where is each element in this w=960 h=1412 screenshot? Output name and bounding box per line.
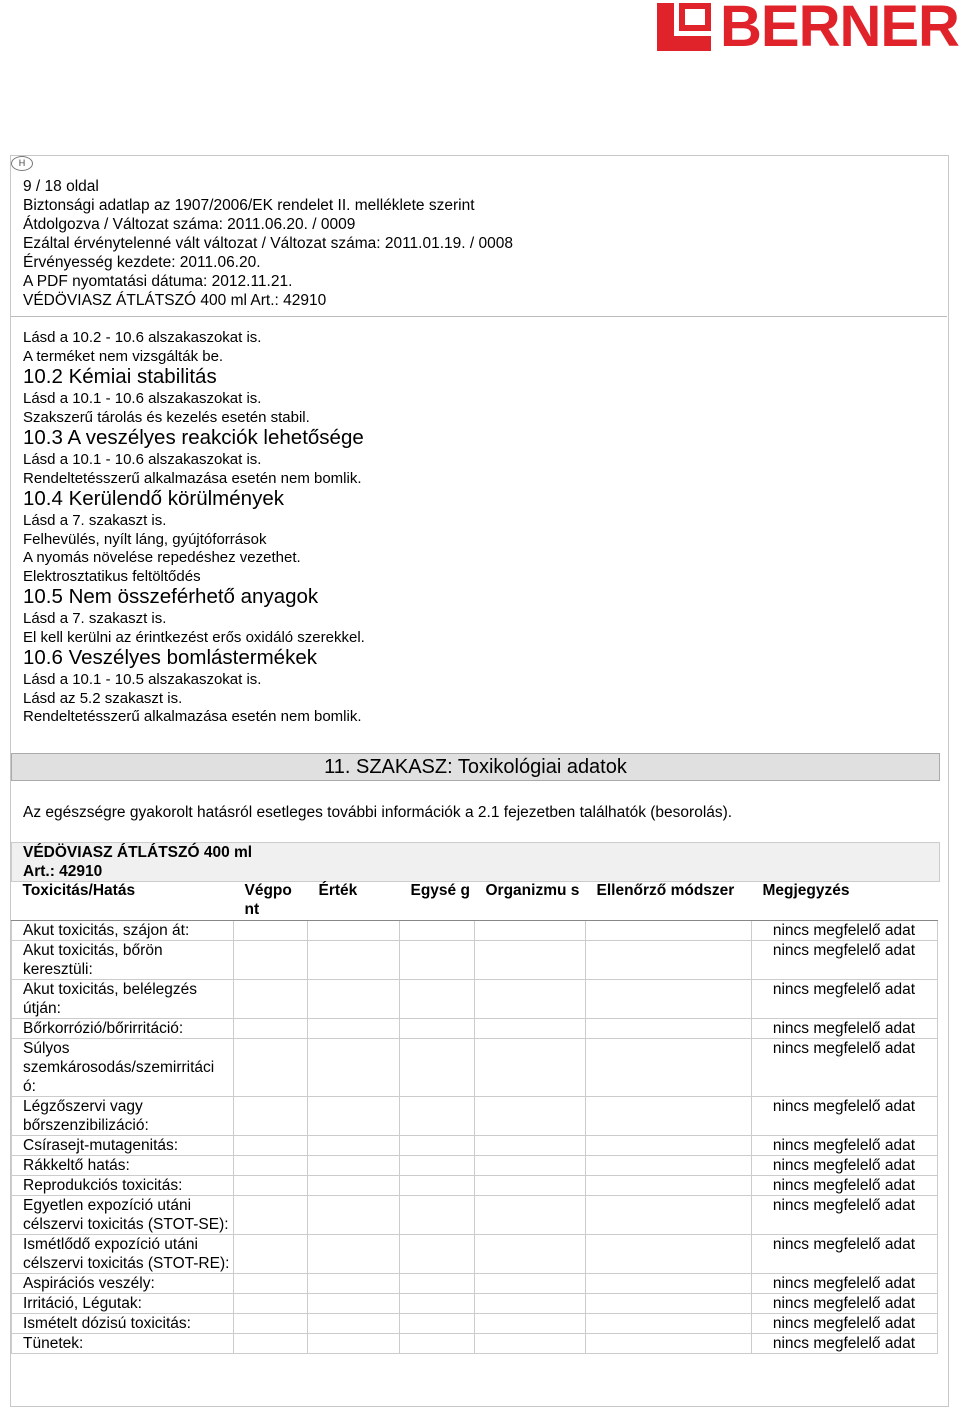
empty-cell	[586, 1334, 752, 1354]
empty-cell	[234, 1156, 308, 1176]
empty-cell	[234, 1196, 308, 1235]
empty-cell	[475, 1334, 586, 1354]
note-cell: nincs megfelelő adat	[752, 1156, 938, 1176]
text-line: Lásd a 7. szakaszt is.	[23, 610, 167, 627]
col-value-header: Érték	[308, 879, 400, 921]
empty-cell	[308, 1334, 400, 1354]
empty-cell	[586, 1176, 752, 1196]
section-11-title: 11. SZAKASZ: Toxikológiai adatok	[324, 756, 627, 778]
note-cell: nincs megfelelő adat	[752, 1019, 938, 1039]
note-cell: nincs megfelelő adat	[752, 1294, 938, 1314]
text-line: Lásd az 5.2 szakaszt is.	[23, 689, 183, 707]
text-line: Lásd a 10.1 - 10.6 alszakaszokat is.	[23, 451, 262, 468]
empty-cell	[586, 1136, 752, 1156]
empty-cell	[308, 1196, 400, 1235]
empty-cell	[475, 1097, 586, 1136]
empty-cell	[234, 980, 308, 1019]
header-line: Biztonsági adatlap az 1907/2006/EK rendelet II. melléklete szerint	[23, 197, 475, 214]
empty-cell	[586, 1294, 752, 1314]
language-badge: H	[11, 156, 33, 171]
empty-cell	[308, 1176, 400, 1196]
empty-cell	[308, 980, 400, 1019]
effect-cell: Ismételt dózisú toxicitás:	[12, 1314, 234, 1334]
table-row	[12, 1136, 938, 1156]
effect-cell: Légzőszervi vagy bőrszenzibilizáció:	[12, 1097, 234, 1136]
empty-cell	[308, 1097, 400, 1136]
empty-cell	[234, 1294, 308, 1314]
empty-cell	[400, 1235, 475, 1274]
header-line: Ezáltal érvénytelenné vált változat / Változat száma: 2011.01.19. / 0008	[23, 235, 513, 252]
text-line: Szakszerű tárolás és kezelés esetén stabil.	[23, 408, 310, 426]
col-organism-header: Organizmu s	[475, 879, 586, 921]
text-line: Elektrosztatikus feltöltődés	[23, 567, 201, 585]
empty-cell	[475, 921, 586, 941]
empty-cell	[400, 1314, 475, 1334]
logo-text: BERNER	[720, 0, 959, 59]
empty-cell	[586, 1039, 752, 1097]
empty-cell	[475, 1314, 586, 1334]
section-11-bar	[11, 753, 940, 781]
empty-cell	[475, 1196, 586, 1235]
empty-cell	[400, 1039, 475, 1097]
empty-cell	[308, 1039, 400, 1097]
note-cell: nincs megfelelő adat	[752, 941, 938, 980]
product-art-line: Art.: 42910	[23, 863, 103, 880]
header-line: A PDF nyomtatási dátuma: 2012.11.21.	[23, 273, 293, 290]
empty-cell	[400, 1136, 475, 1156]
text-line: Lásd a 10.1 - 10.5 alszakaszokat is.	[23, 671, 262, 688]
empty-cell	[400, 921, 475, 941]
empty-cell	[308, 921, 400, 941]
empty-cell	[475, 1294, 586, 1314]
effect-cell: Egyetlen expozíció utáni célszervi toxicitás (STOT-SE):	[12, 1196, 234, 1235]
note-cell: nincs megfelelő adat	[752, 921, 938, 941]
note-cell: nincs megfelelő adat	[752, 1039, 938, 1097]
table-row	[12, 941, 938, 980]
note-cell: nincs megfelelő adat	[752, 1176, 938, 1196]
empty-cell	[234, 1314, 308, 1334]
empty-cell	[586, 1274, 752, 1294]
note-cell: nincs megfelelő adat	[752, 1136, 938, 1156]
empty-cell	[234, 1039, 308, 1097]
section-11-info: Az egészségre gyakorolt hatásról esetleges további információk a 2.1 fejezetben találhatók (besorolás).	[23, 804, 733, 821]
empty-cell	[586, 1019, 752, 1039]
effect-cell: Bőrkorrózió/bőrirritáció:	[12, 1019, 234, 1039]
effect-cell: Aspirációs veszély:	[12, 1274, 234, 1294]
empty-cell	[400, 980, 475, 1019]
empty-cell	[308, 1294, 400, 1314]
note-cell: nincs megfelelő adat	[752, 980, 938, 1019]
empty-cell	[234, 1136, 308, 1156]
empty-cell	[586, 1235, 752, 1274]
empty-cell	[475, 1136, 586, 1156]
empty-cell	[586, 1097, 752, 1136]
berner-logo	[655, 0, 960, 59]
empty-cell	[234, 1274, 308, 1294]
empty-cell	[234, 1235, 308, 1274]
col-endpoint-header: Végpo nt	[234, 879, 308, 921]
effect-cell: Tünetek:	[12, 1334, 234, 1354]
text-line: Felhevülés, nyílt láng, gyújtóforrások	[23, 530, 267, 548]
toxicology-table	[11, 879, 938, 1354]
subsection-heading: 10.5 Nem összeférhető anyagok	[23, 585, 319, 608]
subsection-heading: 10.3 A veszélyes reakciók lehetősége	[23, 426, 364, 449]
note-cell: nincs megfelelő adat	[752, 1274, 938, 1294]
empty-cell	[308, 941, 400, 980]
empty-cell	[308, 1019, 400, 1039]
table-row	[12, 1019, 938, 1039]
empty-cell	[475, 1019, 586, 1039]
text-line: Rendeltetésszerű alkalmazása esetén nem bomlik.	[23, 708, 362, 725]
empty-cell	[400, 1176, 475, 1196]
note-cell: nincs megfelelő adat	[752, 1334, 938, 1354]
empty-cell	[475, 1274, 586, 1294]
empty-cell	[400, 1294, 475, 1314]
table-row	[12, 1176, 938, 1196]
empty-cell	[308, 1274, 400, 1294]
product-name-line: VÉDÖVIASZ ÁTLÁTSZÓ 400 ml	[23, 844, 253, 861]
subsection-heading: 10.6 Veszélyes bomlástermékek	[23, 646, 317, 669]
table-row	[12, 1334, 938, 1354]
empty-cell	[475, 1176, 586, 1196]
effect-cell: Csírasejt-mutagenitás:	[12, 1136, 234, 1156]
empty-cell	[400, 1156, 475, 1176]
empty-cell	[475, 941, 586, 980]
table-row	[12, 1097, 938, 1136]
empty-cell	[586, 980, 752, 1019]
empty-cell	[586, 1314, 752, 1334]
effect-cell: Akut toxicitás, belélegzés útján:	[12, 980, 234, 1019]
empty-cell	[586, 1196, 752, 1235]
empty-cell	[308, 1235, 400, 1274]
text-line: A terméket nem vizsgálták be.	[23, 347, 224, 365]
text-line: A nyomás növelése repedéshez vezethet.	[23, 549, 301, 566]
effect-cell: Irritáció, Légutak:	[12, 1294, 234, 1314]
empty-cell	[400, 1019, 475, 1039]
empty-cell	[234, 1019, 308, 1039]
header-line: Átdolgozva / Változat száma: 2011.06.20. / 0009	[23, 216, 356, 233]
empty-cell	[234, 1334, 308, 1354]
subsection-heading: 10.4 Kerülendő körülmények	[23, 487, 284, 510]
table-row	[12, 1039, 938, 1097]
effect-cell: Akut toxicitás, szájon át:	[12, 921, 234, 941]
note-cell: nincs megfelelő adat	[752, 1097, 938, 1136]
text-line: El kell kerülni az érintkezést erős oxidáló szerekkel.	[23, 628, 365, 646]
table-row	[12, 1235, 938, 1274]
header-line: VÉDÖVIASZ ÁTLÁTSZÓ 400 ml Art.: 42910	[23, 292, 327, 309]
empty-cell	[586, 941, 752, 980]
effect-cell: Ismétlődő expozíció utáni célszervi toxicitás (STOT-RE):	[12, 1235, 234, 1274]
text-line: Lásd a 10.2 - 10.6 alszakaszokat is.	[23, 329, 262, 346]
empty-cell	[308, 1314, 400, 1334]
table-row	[12, 1274, 938, 1294]
section-10-content	[23, 329, 923, 727]
document-header	[23, 177, 513, 310]
header-divider	[11, 316, 947, 317]
table-row	[12, 1294, 938, 1314]
text-line: Rendeltetésszerű alkalmazása esetén nem bomlik.	[23, 469, 362, 487]
empty-cell	[400, 1274, 475, 1294]
empty-cell	[234, 941, 308, 980]
table-row	[12, 980, 938, 1019]
empty-cell	[475, 1039, 586, 1097]
col-note-header: Megjegyzés	[752, 879, 938, 921]
empty-cell	[400, 941, 475, 980]
table-row	[12, 921, 938, 941]
note-cell: nincs megfelelő adat	[752, 1196, 938, 1235]
empty-cell	[234, 1176, 308, 1196]
col-unit-header: Egysé g	[400, 879, 475, 921]
berner-logo-mark-icon	[657, 3, 713, 51]
text-line: Lásd a 10.1 - 10.6 alszakaszokat is.	[23, 390, 262, 407]
empty-cell	[308, 1156, 400, 1176]
effect-cell: Akut toxicitás, bőrön keresztüli:	[12, 941, 234, 980]
effect-cell: Súlyos szemkárosodás/szemirritáci ó:	[12, 1039, 234, 1097]
empty-cell	[475, 1156, 586, 1176]
empty-cell	[400, 1097, 475, 1136]
header-line: Érvényesség kezdete: 2011.06.20.	[23, 254, 261, 271]
effect-cell: Rákkeltő hatás:	[12, 1156, 234, 1176]
empty-cell	[475, 980, 586, 1019]
note-cell: nincs megfelelő adat	[752, 1235, 938, 1274]
col-method-header: Ellenőrző módszer	[586, 879, 752, 921]
empty-cell	[400, 1196, 475, 1235]
empty-cell	[475, 1235, 586, 1274]
col-effect-header: Toxicitás/Hatás	[12, 879, 234, 921]
table-row	[12, 1196, 938, 1235]
empty-cell	[234, 1097, 308, 1136]
table-row	[12, 1314, 938, 1334]
effect-cell: Reprodukciós toxicitás:	[12, 1176, 234, 1196]
table-row	[12, 1156, 938, 1176]
empty-cell	[400, 1334, 475, 1354]
empty-cell	[586, 921, 752, 941]
text-line: Lásd a 7. szakaszt is.	[23, 512, 167, 529]
product-name	[23, 843, 252, 881]
subsection-heading: 10.2 Kémiai stabilitás	[23, 365, 217, 388]
header-line: 9 / 18 oldal	[23, 178, 99, 195]
empty-cell	[308, 1136, 400, 1156]
note-cell: nincs megfelelő adat	[752, 1314, 938, 1334]
empty-cell	[234, 921, 308, 941]
empty-cell	[586, 1156, 752, 1176]
